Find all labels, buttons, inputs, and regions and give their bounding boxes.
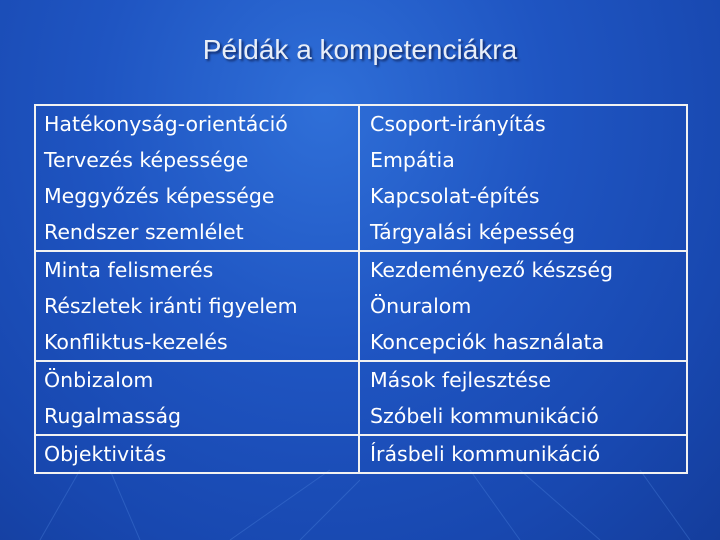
competency-cell: Rendszer szemlélet [35,214,359,251]
competency-cell: Szóbeli kommunikáció [359,398,687,435]
table-row [35,142,687,178]
competency-cell: Tervezés képessége [35,142,359,178]
table-row [35,435,687,473]
competency-cell: Minta felismerés [35,251,359,288]
table-row [35,251,687,288]
competency-cell: Tárgyalási képesség [359,214,687,251]
competency-cell: Mások fejlesztése [359,361,687,398]
slide-title: Példák a kompetenciákra [202,34,518,65]
competency-cell: Objektivitás [35,435,359,473]
competency-cell: Hatékonyság-orientáció [35,105,359,142]
table-row [35,324,687,361]
table-row [35,398,687,435]
competency-cell: Konfliktus-kezelés [35,324,359,361]
competency-cell: Rugalmasság [35,398,359,435]
competency-cell: Részletek iránti figyelem [35,288,359,324]
competency-cell: Önbizalom [35,361,359,398]
competency-cell: Önuralom [359,288,687,324]
table-row [35,105,687,142]
table-row [35,288,687,324]
table-row [35,361,687,398]
table-row [35,214,687,251]
competency-cell: Kapcsolat-építés [359,178,687,214]
table-row [35,178,687,214]
competency-cell: Koncepciók használata [359,324,687,361]
competency-cell: Csoport-irányítás [359,105,687,142]
competency-cell: Empátia [359,142,687,178]
competency-table [34,104,688,474]
competency-cell: Írásbeli kommunikáció [359,435,687,473]
competency-cell: Kezdeményező készség [359,251,687,288]
competency-cell: Meggyőzés képessége [35,178,359,214]
competency-table-container [34,104,686,466]
